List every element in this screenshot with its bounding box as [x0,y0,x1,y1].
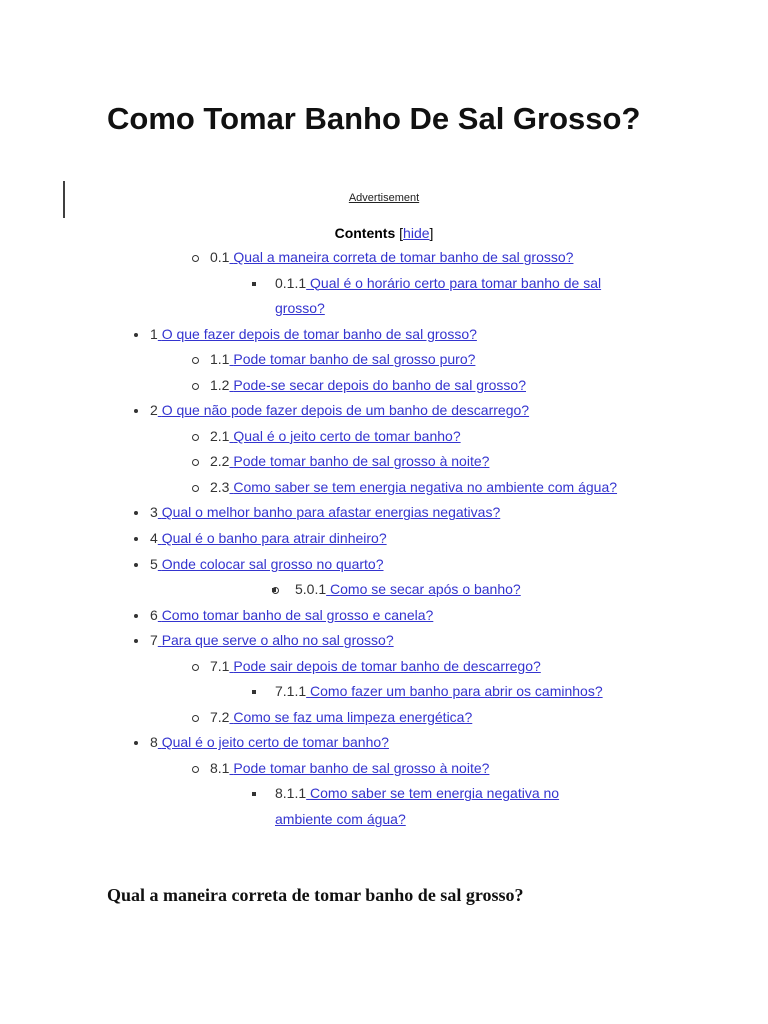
toc-link[interactable] [326,581,521,597]
toc-item [0,398,768,424]
toc-item [0,322,768,348]
toc-link-line: grosso? [275,300,325,317]
toc-link[interactable] [158,402,529,418]
toc-item [0,373,768,399]
contents-label: Contents [334,225,396,241]
toc-item [0,756,768,782]
contents-header [0,225,768,241]
advertisement-label: Advertisement [348,192,420,204]
toc-item [0,730,768,756]
toc-item-number: 6 [150,606,158,623]
toc-link[interactable] [158,326,477,342]
circle-bullet-icon [192,766,199,773]
toc-link[interactable] [275,785,559,827]
toc-link-line: Pode tomar banho de sal grosso puro? [233,351,476,368]
toc-link[interactable] [229,709,472,725]
circle-bullet-icon [192,383,199,390]
circle-bullet-icon [192,664,199,671]
toc-item-number: 3 [150,504,158,521]
toc-item-number: 0.1.1 [275,274,307,291]
disc-bullet-icon [134,537,138,541]
toc-item-number: 2 [150,402,158,419]
contents-bracket-close: ] [429,225,434,241]
disc-bullet-icon [134,639,138,643]
toc-item-number: 7 [150,632,158,649]
toc-item-number: 8 [150,734,158,751]
toc-link-line: Para que serve o alho no sal grosso? [161,632,394,649]
disc-bullet-icon [134,563,138,567]
circle-bullet-icon [192,434,199,441]
contents-bracket-open: [ [395,225,404,241]
circle-bullet-icon [192,459,199,466]
toc-link-line: O que fazer depois de tomar banho de sal grosso? [161,325,477,342]
toc-link-line: Como saber se tem energia negativa no [310,785,560,802]
circle-bullet-icon [192,357,199,364]
toc-link-line: O que não pode fazer depois de um banho de descarrego? [161,402,530,419]
toc-item [0,552,768,578]
toc-item [0,679,768,705]
table-of-contents [0,245,768,833]
toc-item [0,347,768,373]
toc-item-number: 2.2 [210,453,230,470]
toc-link-line: Qual é o jeito certo de tomar banho? [161,734,389,751]
toc-item-number: 5.0.1 [295,581,327,598]
square-bullet-icon [272,588,276,592]
toc-item [0,781,768,832]
toc-item-number: 2.3 [210,478,230,495]
toc-item-number: 8.1.1 [275,785,307,802]
toc-item-number: 4 [150,530,158,547]
toc-link-line: Qual o melhor banho para afastar energias negativas? [161,504,501,521]
toc-link-line: Como se faz uma limpeza energética? [233,708,473,725]
toc-item [0,526,768,552]
square-bullet-icon [252,282,256,286]
toc-link-line: Qual é o horário certo para tomar banho de sal [310,274,602,291]
toc-link-line: Como saber se tem energia negativa no ambiente com água? [233,478,618,495]
toc-link-line: Como se secar após o banho? [330,581,521,598]
toc-item [0,449,768,475]
toc-item-number: 8.1 [210,759,230,776]
toc-item [0,577,768,603]
square-bullet-icon [252,792,256,796]
toc-item-number: 5 [150,555,158,572]
toc-item-number: 1 [150,325,158,342]
toc-link-line: Pode sair depois de tomar banho de descarrego? [233,657,541,674]
toc-item-number: 1.1 [210,351,230,368]
circle-bullet-icon [192,255,199,262]
toc-item-number: 1.2 [210,376,230,393]
toc-link[interactable] [158,734,389,750]
toc-item [0,654,768,680]
toc-item [0,271,768,322]
toc-item-number: 2.1 [210,427,230,444]
toc-item [0,705,768,731]
page-title: Como Tomar Banho De Sal Grosso? [107,100,641,136]
toc-item-number: 7.1 [210,657,230,674]
section-heading: Qual a maneira correta de tomar banho de sal grosso? [107,884,524,905]
toc-item-number: 7.2 [210,708,230,725]
toc-item [0,603,768,629]
toc-link-line: Qual é o jeito certo de tomar banho? [233,427,461,444]
toc-item [0,475,768,501]
circle-bullet-icon [192,715,199,722]
disc-bullet-icon [134,333,138,337]
toc-link[interactable] [229,351,475,367]
toc-link-line: Como fazer um banho para abrir os caminhos? [310,683,603,700]
disc-bullet-icon [134,741,138,745]
toc-link[interactable] [158,607,434,623]
toc-link[interactable] [229,249,573,265]
toc-item [0,628,768,654]
toc-link[interactable] [306,683,602,699]
toc-link[interactable] [229,453,489,469]
toc-link-line: Como tomar banho de sal grosso e canela? [161,606,434,623]
toc-link-line: ambiente com água? [275,811,406,828]
toc-link[interactable] [229,377,526,393]
toc-link[interactable] [158,504,500,520]
disc-bullet-icon [134,409,138,413]
toc-link[interactable] [229,428,460,444]
toc-link-line: Pode tomar banho de sal grosso à noite? [233,453,490,470]
disc-bullet-icon [134,511,138,515]
toc-link[interactable] [158,530,387,546]
circle-bullet-icon [192,485,199,492]
toc-link-line: Pode-se secar depois do banho de sal grosso? [233,376,526,393]
toc-link-line: Qual é o banho para atrair dinheiro? [161,530,387,547]
toc-item [0,245,768,271]
toc-item-number: 7.1.1 [275,683,307,700]
toc-item [0,424,768,450]
toc-link[interactable] [158,632,394,648]
hide-link[interactable]: hide [403,225,430,241]
disc-bullet-icon [134,614,138,618]
toc-link-line: Qual a maneira correta de tomar banho de sal grosso? [233,249,574,265]
toc-link[interactable] [229,760,489,776]
square-bullet-icon [252,690,256,694]
toc-link-line: Pode tomar banho de sal grosso à noite? [233,759,490,776]
toc-link[interactable] [158,556,384,572]
toc-link[interactable] [275,275,601,317]
toc-item [0,500,768,526]
toc-link-line: Onde colocar sal grosso no quarto? [161,555,384,572]
toc-link[interactable] [229,658,540,674]
toc-item-number: 0.1 [210,249,230,265]
toc-link[interactable] [229,479,617,495]
